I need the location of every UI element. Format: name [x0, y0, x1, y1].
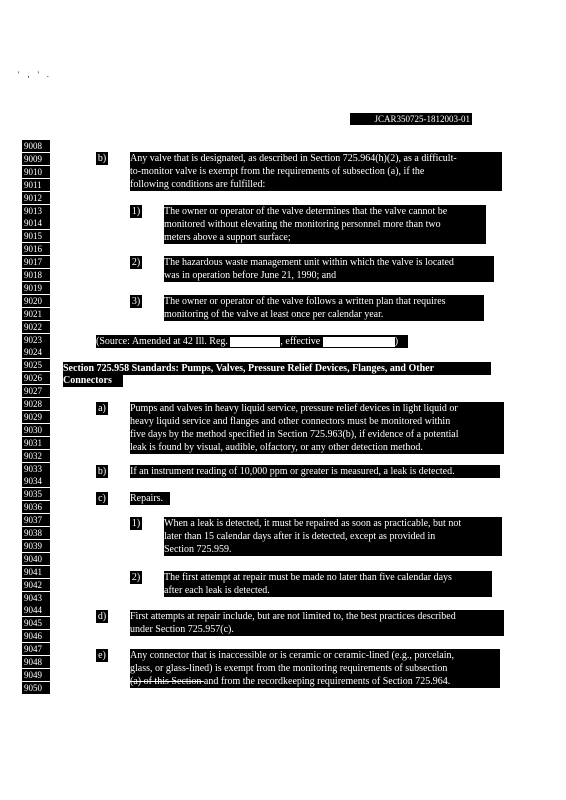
line-number: 9043: [22, 592, 50, 604]
b1-paragraph: [164, 205, 486, 244]
text-line: leak is found by visual, audible, olfactory, or any other detection method.: [130, 442, 423, 453]
label-c: c): [96, 492, 108, 505]
line-number: 9047: [22, 643, 50, 655]
source-suffix: ): [394, 336, 399, 347]
line-number: 9012: [22, 192, 50, 204]
line-number: 9035: [22, 488, 50, 500]
label-c1: 1): [131, 518, 141, 529]
line-number: 9028: [22, 398, 50, 410]
e-paragraph: [130, 649, 500, 688]
line-number: 9044: [22, 604, 50, 616]
line-number: 9021: [22, 308, 50, 320]
text-rest: and from the recordkeeping requirements of Section 725.964.: [203, 676, 451, 687]
text-line: The owner or operator of the valve determines that the valve cannot be: [164, 206, 448, 217]
text-line: Pumps and valves in heavy liquid service, pressure relief devices in light liquid or: [130, 403, 458, 414]
label-d: d): [97, 611, 107, 622]
label-b1: 1): [131, 206, 141, 217]
line-number: 9034: [22, 475, 50, 487]
label-a: a): [96, 402, 108, 415]
line-number: 9030: [22, 424, 50, 436]
text-line: Any valve that is designated, as described in Section 725.964(h)(2), as a difficult-: [130, 153, 457, 164]
line-number: 9023: [22, 334, 50, 346]
c2-paragraph: [164, 571, 492, 597]
text-line: [130, 675, 500, 688]
text-line: The first attempt at repair must be made no later than five calendar days: [164, 572, 452, 583]
line-number: 9039: [22, 540, 50, 552]
b2-paragraph: [164, 256, 494, 282]
line-number: 9022: [22, 321, 50, 333]
line-number: 9016: [22, 243, 50, 255]
line-number: 9009: [22, 153, 50, 165]
line-number: 9013: [22, 205, 50, 217]
line-number: 9031: [22, 437, 50, 449]
line-number: 9020: [22, 295, 50, 307]
text-line: glass, or glass-lined) is exempt from the monitoring requirements of subsection: [130, 663, 448, 674]
text-line: was in operation before June 21, 1990; and: [164, 270, 337, 281]
text-line: five days by the method specified in Section 725.963(b), if evidence of a potential: [130, 429, 459, 440]
section-heading: [63, 362, 491, 375]
text-line: under Section 725.957(c).: [130, 624, 234, 635]
label-b3: 3): [131, 296, 141, 307]
redacted-reg: [230, 337, 280, 347]
line-number: 9017: [22, 256, 50, 268]
redacted-date: [323, 337, 395, 347]
text-line: monitored without elevating the monitoring personnel more than two: [164, 219, 441, 230]
line-number: 9011: [22, 179, 50, 191]
line-number: 9046: [22, 630, 50, 642]
text-line: meters above a support surface;: [164, 232, 291, 243]
source-middle: , effective: [280, 336, 321, 347]
line-number: 9008: [22, 140, 50, 152]
label-c2: 2): [131, 572, 141, 583]
source-prefix: (Source: Amended at 42 Ill. Reg.: [96, 336, 228, 347]
text-line: after each leak is detected.: [164, 585, 270, 596]
label-b-958: b): [97, 466, 107, 477]
line-number: 9015: [22, 230, 50, 242]
line-number: 9014: [22, 217, 50, 229]
scan-marks: ' , ' .: [18, 70, 52, 79]
line-number: 9032: [22, 450, 50, 462]
section-heading-cont: [63, 374, 123, 387]
heading-line: Section 725.958 Standards: Pumps, Valves, Pressure Relief Devices, Flanges, and Other: [63, 363, 435, 374]
text-line: The hazardous waste management unit within which the valve is located: [164, 257, 454, 268]
b3-paragraph: [164, 295, 484, 321]
line-number: 9024: [22, 346, 50, 358]
line-number: 9033: [22, 463, 50, 475]
b-paragraph: [130, 152, 502, 191]
line-number: 9010: [22, 166, 50, 178]
text-line: Section 725.959.: [164, 544, 232, 555]
text-line: If an instrument reading of 10,000 ppm or greater is measured, a leak is detected.: [130, 466, 455, 477]
text-line: Any connector that is inaccessible or is ceramic or ceramic-lined (e.g., porcelain,: [130, 650, 455, 661]
line-number: 9027: [22, 385, 50, 397]
text-line: later than 15 calendar days after it is detected, except as provided in: [164, 531, 436, 542]
header-code: JCAR350725-1812003-01: [350, 113, 472, 125]
line-number: 9050: [22, 682, 50, 694]
line-number: 9042: [22, 579, 50, 591]
b-958-paragraph: [130, 465, 500, 478]
line-number: 9048: [22, 656, 50, 668]
line-number: 9037: [22, 514, 50, 526]
line-number: 9040: [22, 553, 50, 565]
c1-paragraph: [164, 517, 502, 556]
line-number: 9018: [22, 269, 50, 281]
a-paragraph: [130, 402, 504, 454]
line-number: 9019: [22, 282, 50, 294]
line-number: 9029: [22, 411, 50, 423]
line-number: 9036: [22, 501, 50, 513]
text-line: Repairs.: [130, 493, 164, 504]
label-b2: 2): [131, 257, 141, 268]
label-b: b): [97, 153, 107, 164]
line-number: 9049: [22, 669, 50, 681]
text-line: heavy liquid service and flanges and other connectors must be monitored within: [130, 416, 451, 427]
line-number: 9026: [22, 372, 50, 384]
struck-text: (a) of this Section: [130, 676, 204, 687]
line-number: 9038: [22, 527, 50, 539]
text-line: to-monitor valve is exempt from the requirements of subsection (a), if the: [130, 166, 425, 177]
c-heading: [130, 492, 170, 505]
label-e: e): [96, 649, 108, 662]
heading-line: Connectors: [63, 375, 112, 386]
text-line: When a leak is detected, it must be repaired as soon as practicable, but not: [164, 518, 462, 529]
line-number: 9025: [22, 359, 50, 371]
d-paragraph: [130, 610, 504, 636]
text-line: First attempts at repair include, but are not limited to, the best practices described: [130, 611, 456, 622]
line-number: 9045: [22, 617, 50, 629]
text-line: monitoring of the valve at least once per calendar year.: [164, 309, 384, 320]
source-note: [96, 335, 408, 348]
text-line: following conditions are fulfilled:: [130, 179, 266, 190]
line-number: 9041: [22, 566, 50, 578]
text-line: The owner or operator of the valve follows a written plan that requires: [164, 296, 446, 307]
